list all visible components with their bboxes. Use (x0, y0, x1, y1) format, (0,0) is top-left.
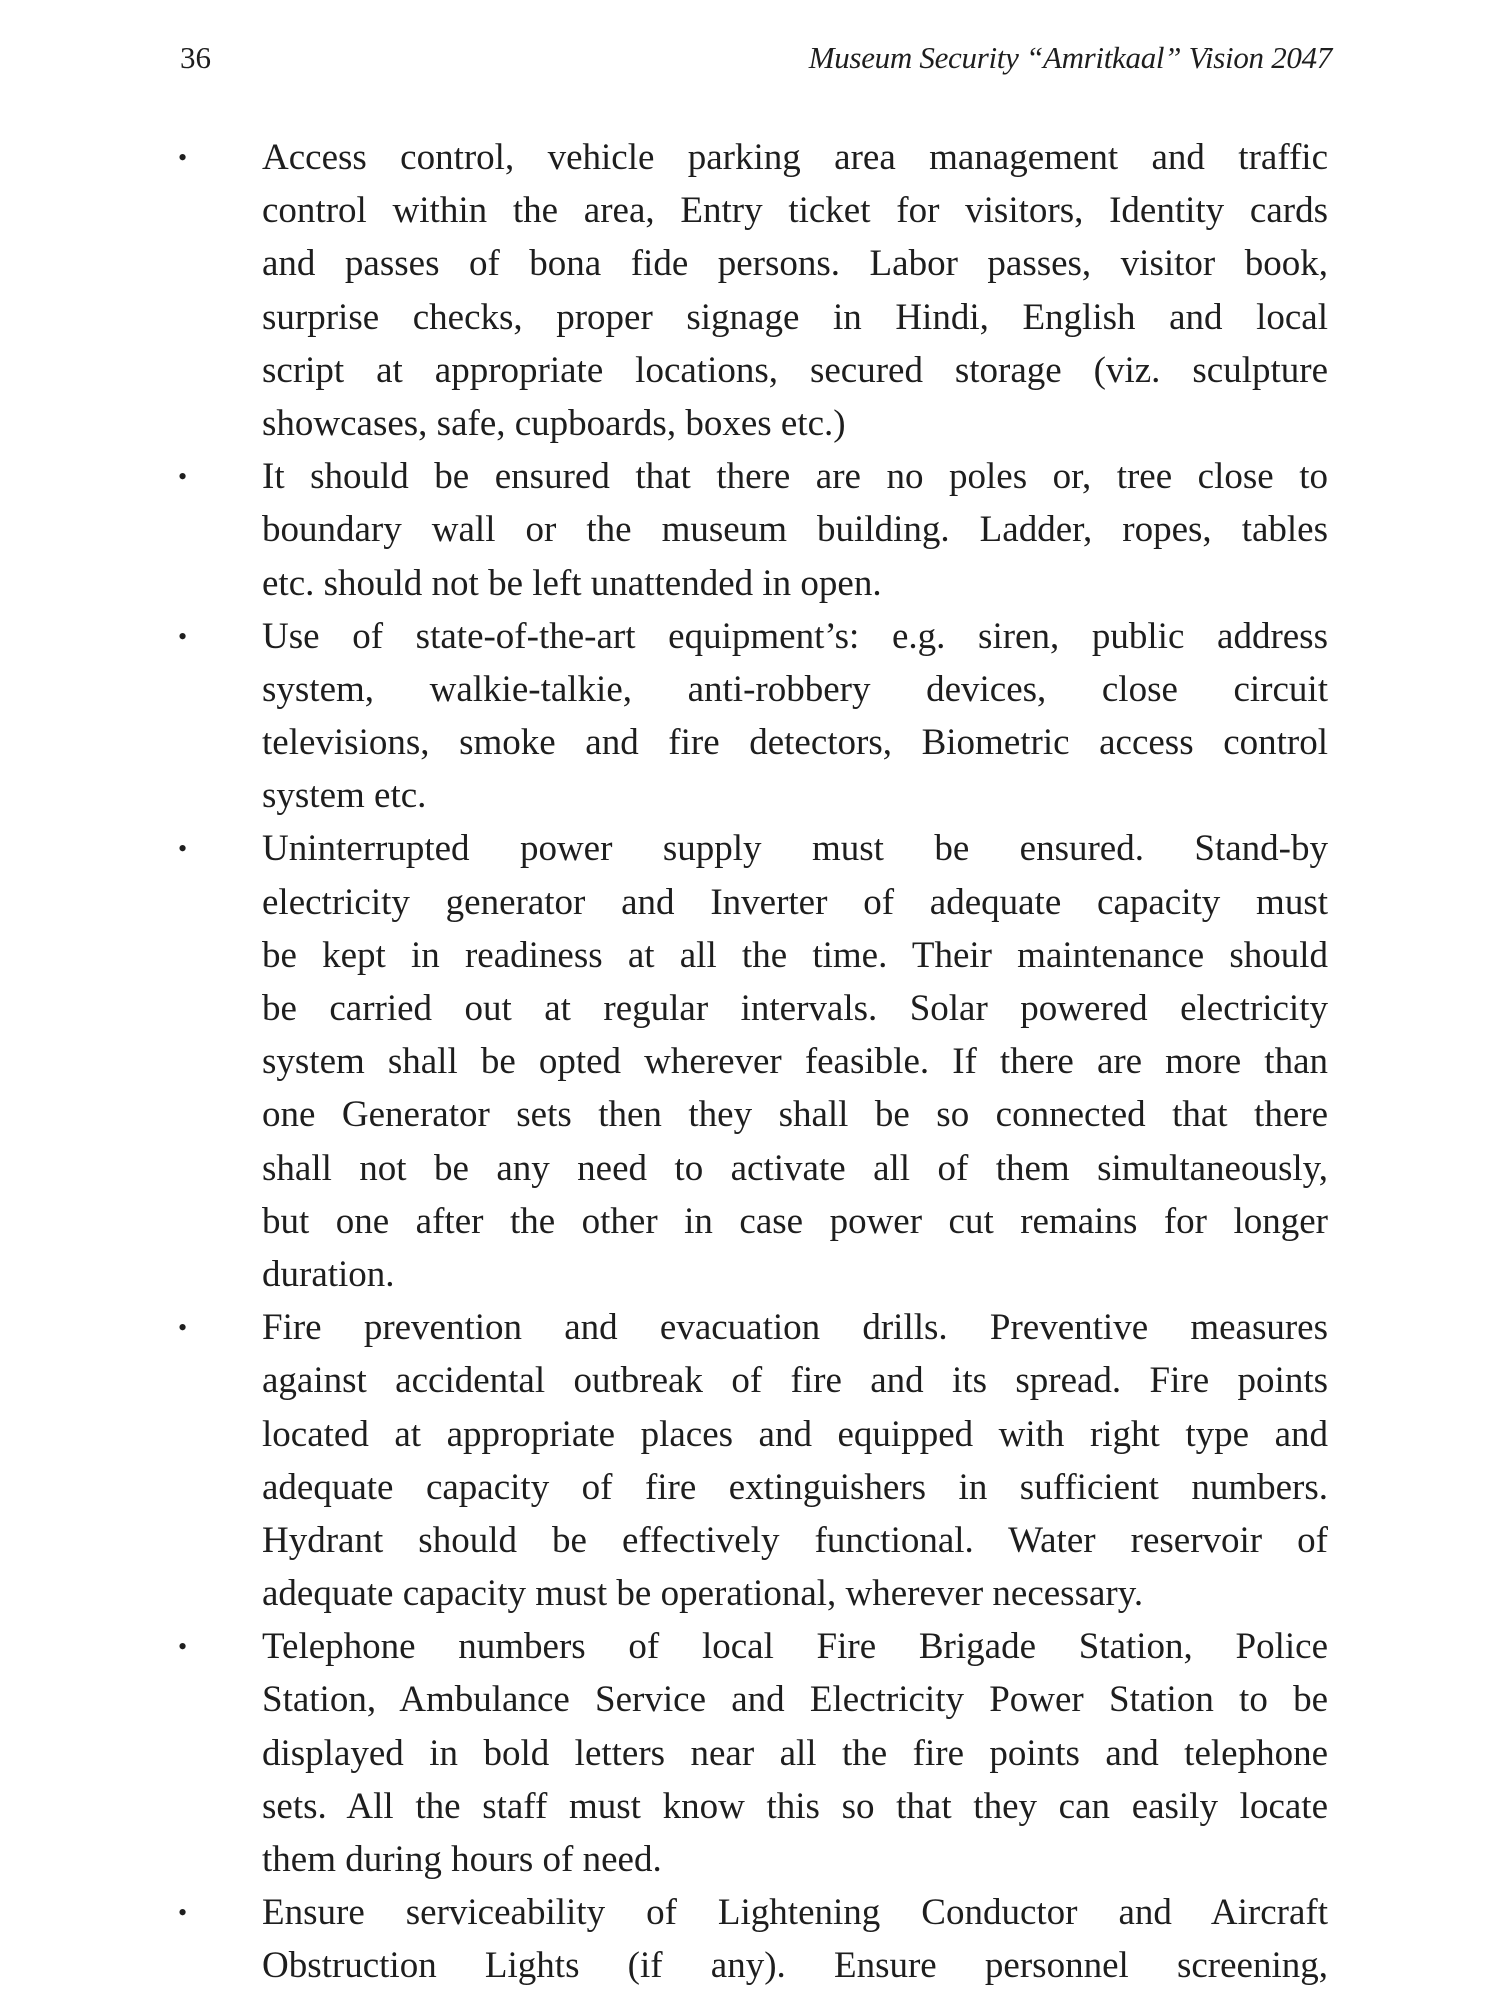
text-line: duration. (262, 1253, 395, 1295)
bullet-list (0, 131, 1500, 1993)
text-line: surprise checks, proper signage in Hindi, English and local (262, 296, 1328, 338)
bullet-icon: • (178, 143, 188, 172)
bullet-icon: • (178, 462, 188, 492)
text-line: Use of state-of-the-art equipment’s: e.g. siren, public address (262, 615, 1328, 657)
text-line: located at appropriate places and equipped with right type and (262, 1413, 1328, 1455)
list-item (0, 1886, 1500, 1992)
text-line: Obstruction Lights (if any). Ensure personnel screening, (262, 1945, 1328, 1987)
list-item (0, 610, 1500, 823)
text-line: etc. should not be left unattended in open. (262, 562, 882, 604)
text-line: Hydrant should be effectively functional. Water reservoir of (262, 1519, 1328, 1561)
text-line: them during hours of need. (262, 1839, 662, 1880)
text-line: against accidental outbreak of fire and its spread. Fire points (262, 1360, 1328, 1402)
running-title: Museum Security “Amritkaal” Vision 2047 (808, 40, 1332, 75)
list-item (0, 131, 1500, 450)
text-line: boundary wall or the museum building. Ladder, ropes, tables (262, 509, 1328, 551)
text-line: displayed in bold letters near all the fire points and telephone (262, 1732, 1328, 1774)
text-line: Uninterrupted power supply must be ensured. Stand-by (262, 828, 1328, 870)
text-line: system, walkie-talkie, anti-robbery devices, close circuit (262, 668, 1328, 710)
bullet-icon: • (178, 1313, 188, 1343)
bullet-icon: • (178, 1632, 188, 1662)
text-line: control within the area, Entry ticket for visitors, Identity cards (262, 190, 1328, 232)
bullet-icon: • (178, 834, 188, 864)
text-line: Fire prevention and evacuation drills. Preventive measures (262, 1307, 1328, 1349)
text-line: Ensure serviceability of Lightening Conductor and Aircraft (262, 1892, 1328, 1934)
list-item (0, 822, 1500, 1301)
text-line: Telephone numbers of local Fire Brigade Station, Police (262, 1626, 1328, 1668)
text-line: It should be ensured that there are no poles or, tree close to (262, 456, 1328, 498)
text-line: system shall be opted wherever feasible. If there are more than (262, 1041, 1328, 1083)
text-line: shall not be any need to activate all of them simultaneously, (262, 1147, 1328, 1189)
list-item (0, 1301, 1500, 1620)
text-line: be kept in readiness at all the time. Their maintenance should (262, 934, 1328, 976)
list-item (0, 450, 1500, 610)
text-line: adequate capacity of fire extinguishers in sufficient numbers. (262, 1466, 1328, 1508)
list-item (0, 1620, 1500, 1886)
bullet-icon: • (178, 1898, 188, 1928)
bullet-icon: • (178, 621, 188, 651)
text-line: showcases, safe, cupboards, boxes etc.) (262, 402, 846, 444)
text-line: sets. All the staff must know this so that they can easily locate (262, 1785, 1328, 1827)
text-line: system etc. (262, 775, 427, 817)
text-line: be carried out at regular intervals. Solar powered electricity (262, 988, 1328, 1029)
text-line: Access control, vehicle parking area management and traffic (262, 137, 1328, 178)
text-line: Station, Ambulance Service and Electricity Power Station to be (262, 1679, 1328, 1721)
text-line: but one after the other in case power cut remains for longer (262, 1200, 1328, 1242)
text-line: electricity generator and Inverter of adequate capacity must (262, 881, 1328, 923)
page-number: 36 (180, 40, 211, 75)
text-line: and passes of bona fide persons. Labor passes, visitor book, (262, 243, 1328, 285)
text-line: one Generator sets then they shall be so connected that there (262, 1094, 1328, 1136)
text-line: script at appropriate locations, secured storage (viz. sculpture (262, 349, 1328, 391)
text-line: adequate capacity must be operational, wherever necessary. (262, 1573, 1144, 1615)
text-line: televisions, smoke and fire detectors, Biometric access control (262, 722, 1328, 764)
